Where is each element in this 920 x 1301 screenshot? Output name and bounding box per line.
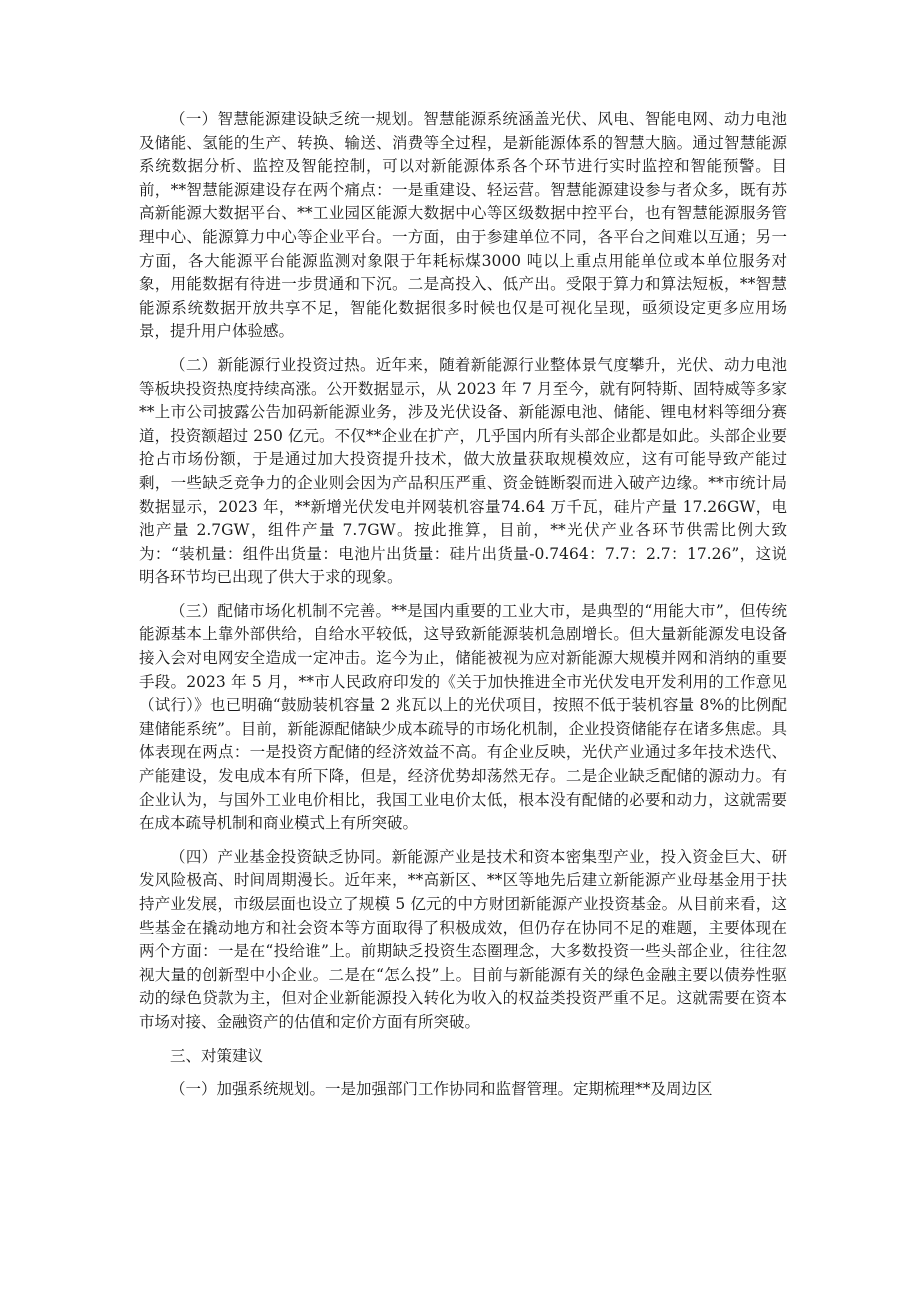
paragraph-smart-energy-planning: （一）智慧能源建设缺乏统一规划。智慧能源系统涵盖光伏、风电、智能电网、动力电池及储能、氢能的生产、转换、输送、消费等全过程，是新能源体系的智慧大脑。通过智慧能源系统数据分析、监控及智能控制，可以对新能源体系各个环节进行实时监控和智能预警。目前，**智慧能源建设存在两个痛点：一是重建设、轻运营。智慧能源建设参与者众多，既有苏高新能源大数据平台、**工业园区能源大数据中心等区级数据中控平台，也有智慧能源服务管理中心、能源算力中心等企业平台。一方面，由于参建单位不同，各平台之间难以互通；另一方面，各大能源平台能源监测对象限于年耗标煤3000 吨以上重点用能单位或本单位服务对象，用能数据有待进一步贯通和下沉。二是高投入、低产出。受限于算力和算法短板，**智慧能源系统数据开放共享不足，智能化数据很多时候也仅是可视化呈现，亟须设定更多应用场景，提升用户体验感。 xyxy=(139,110,787,341)
document-body xyxy=(139,108,787,1112)
paragraph-industry-fund-coordination: （四）产业基金投资缺乏协同。新能源产业是技术和资本密集型产业，投入资金巨大、研发风险极高、时间周期漫长。近年来，**高新区、**区等地先后建立新能源产业母基金用于扶持产业发展，市级层面也设立了规模 5 亿元的中方财团新能源产业投资基金。从目前来看，这些基金在撬动地方和社会资本等方面取得了积极成效，但仍存在协同不足的难题，主要体现在两个方面：一是在“投给谁”上。前期缺乏投资生态圈理念，大多数投资一些头部企业，往往忽视大量的创新型中小企业。二是在“怎么投”上。目前与新能源有关的绿色金融主要以债券性驱动的绿色贷款为主，但对企业新能源投入转化为收入的权益类投资严重不足。这就需要在资本市场对接、金融资产的估值和定价方面有所突破。 xyxy=(139,847,787,1031)
paragraph-investment-overheating: （二）新能源行业投资过热。近年来，随着新能源行业整体景气度攀升，光伏、动力电池等板块投资热度持续高涨。公开数据显示，从 2023 年 7 月至今，就有阿特斯、固特威等多家**上市公司披露公告加码新能源业务，涉及光伏设备、新能源电池、储能、锂电材料等细分赛道，投资额超过 250 亿元。不仅**企业在扩产，几乎国内所有头部企业都是如此。头部企业要抢占市场份额，于是通过加大投资提升技术，做大放量获取规模效应，这有可能导致产能过剩，一些缺乏竞争力的企业则会因为产品积压严重、资金链断裂而进入破产边缘。**市统计局数据显示，2023 年，**新增光伏发电并网装机容量74.64 万千瓦，硅片产量 17.26GW，电池产量 2.7GW，组件产量 7.7GW。按此推算，目前，**光伏产业各环节供需比例大致为：“装机量：组件出货量：电池片出货量：硅片出货量-0.7464：7.7：2.7：17.26”，这说明各环节均已出现了供大于求的现象。 xyxy=(139,355,787,587)
paragraph-system-planning: （一）加强系统规划。一是加强部门工作协同和监督管理。定期梳理**及周边区 xyxy=(170,1080,713,1099)
section-heading-countermeasures: 三、对策建议 xyxy=(170,1046,264,1065)
paragraph-storage-market-mechanism: （三）配储市场化机制不完善。**是国内重要的工业大市，是典型的“用能大市”，但传统能源基本上靠外部供给，自给水平较低，这导致新能源装机急剧增长。但大量新能源发电设备接入会对电网安全造成一定冲击。迄今为止，储能被视为应对新能源大规模并网和消纳的重要手段。2023 年 5 月，**市人民政府印发的《关于加快推进全市光伏发电开发利用的工作意见（试行）》也已明确“鼓励装机容量 2 兆瓦以上的光伏项目，按照不低于装机容量 8%的比例配建储能系统”。目前，新能源配储缺少成本疏导的市场化机制，企业投资储能存在诸多焦虑。具体表现在两点：一是投资方配储的经济效益不高。有企业反映，光伏产业通过多年技术迭代、产能建设，发电成本有所下降，但是，经济优势却荡然无存。二是企业缺乏配储的源动力。有企业认为，与国外工业电价相比，我国工业电价太低，根本没有配储的必要和动力，这就需要在成本疏导机制和商业模式上有所突破。 xyxy=(139,601,787,833)
